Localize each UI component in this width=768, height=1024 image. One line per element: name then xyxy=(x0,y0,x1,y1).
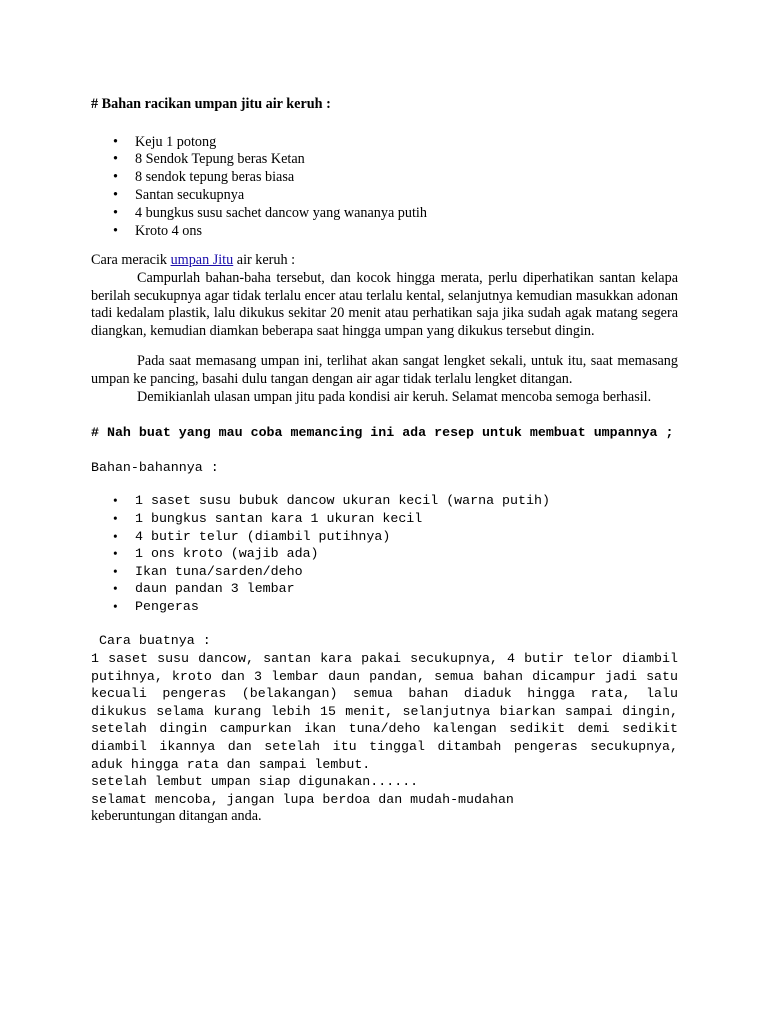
closing-serif-text: keberuntungan ditangan anda. xyxy=(91,808,262,825)
closing-line xyxy=(91,791,678,826)
list-item: • 4 bungkus susu sachet dancow yang wananya putih xyxy=(91,205,678,223)
list-item: • daun pandan 3 lembar xyxy=(91,580,678,598)
ready-line: setelah lembut umpan siap digunakan...... xyxy=(91,774,419,790)
umpan-jitu-link[interactable]: umpan Jitu xyxy=(170,252,234,269)
list-item: • Ikan tuna/sarden/deho xyxy=(91,563,678,581)
method-intro xyxy=(91,252,678,270)
section1-heading: # Bahan racikan umpan jitu air keruh : xyxy=(91,96,331,112)
paragraph-2: Pada saat memasang umpan ini, terlihat akan sangat lengket sekali, untuk itu, saat memasang umpan ke pancing, basahi dulu tangan dengan air agar tidak terlalu lengket ditangan. xyxy=(91,353,678,387)
list-item: • Keju 1 potong xyxy=(91,134,678,152)
closing-mono-text: selamat mencoba, jangan lupa berdoa dan mudah-mudahan xyxy=(91,791,514,807)
paragraph-3: Demikianlah ulasan umpan jitu pada kondisi air keruh. Selamat mencoba semoga berhasil. xyxy=(137,388,652,405)
document-page xyxy=(91,96,678,826)
ingredients-label: Bahan-bahannya : xyxy=(91,459,219,475)
paragraph-1: Campurlah bahan-baha tersebut, dan kocok hingga merata, perlu diperhatikan santan kelapa berilah secukupnya agar tidak terlalu encer atau terlalu kental, selanjutnya kemudian masukkan adonan tadi kedalam plastik, lalu dikukus sekitar 20 menit atau perhatikan saja jika sudah agak matang segera diangkan, kemudian diamkan beberapa saat hingga umpan yang dikukus tersebut dingin. xyxy=(91,269,678,339)
list-item: • 1 saset susu bubuk dancow ukuran kecil (warna putih) xyxy=(91,492,678,510)
method-intro-after: air keruh : xyxy=(233,252,296,269)
list-item: • 8 sendok tepung beras biasa xyxy=(91,169,678,187)
method-intro-before: Cara meracik xyxy=(91,252,171,269)
method-label: Cara buatnya : xyxy=(91,633,211,649)
section1-ingredient-list xyxy=(91,134,678,241)
list-item: • 1 bungkus santan kara 1 ukuran kecil xyxy=(91,510,678,528)
list-item: • Santan secukupnya xyxy=(91,187,678,205)
list-item: • 1 ons kroto (wajib ada) xyxy=(91,545,678,563)
list-item: • 4 butir telur (diambil putihnya) xyxy=(91,528,678,546)
list-item: • Kroto 4 ons xyxy=(91,223,678,241)
list-item: • Pengeras xyxy=(91,598,678,616)
method-text: 1 saset susu dancow, santan kara pakai secukupnya, 4 butir telor diambil putihnya, kroto dan 3 lembar daun pandan, semua bahan dicampur jadi satu kecuali pengeras (belakangan) semua bahan diaduk hingga rata, lalu dikukus selama kurang lebih 15 menit, selanjutnya biarkan sampai dingin, setelah dingin campurkan ikan tuna/deho kalengan sedikit demi sedikit diambil ikannya dan setelah itu tinggal ditambah pengeras secukupnya, aduk hingga rata dan sampai lembut. xyxy=(91,651,678,772)
list-item: • 8 Sendok Tepung beras Ketan xyxy=(91,151,678,169)
section2-heading: # Nah buat yang mau coba memancing ini ada resep untuk membuat umpannya ; xyxy=(91,425,674,441)
section2-ingredient-list xyxy=(91,492,678,615)
